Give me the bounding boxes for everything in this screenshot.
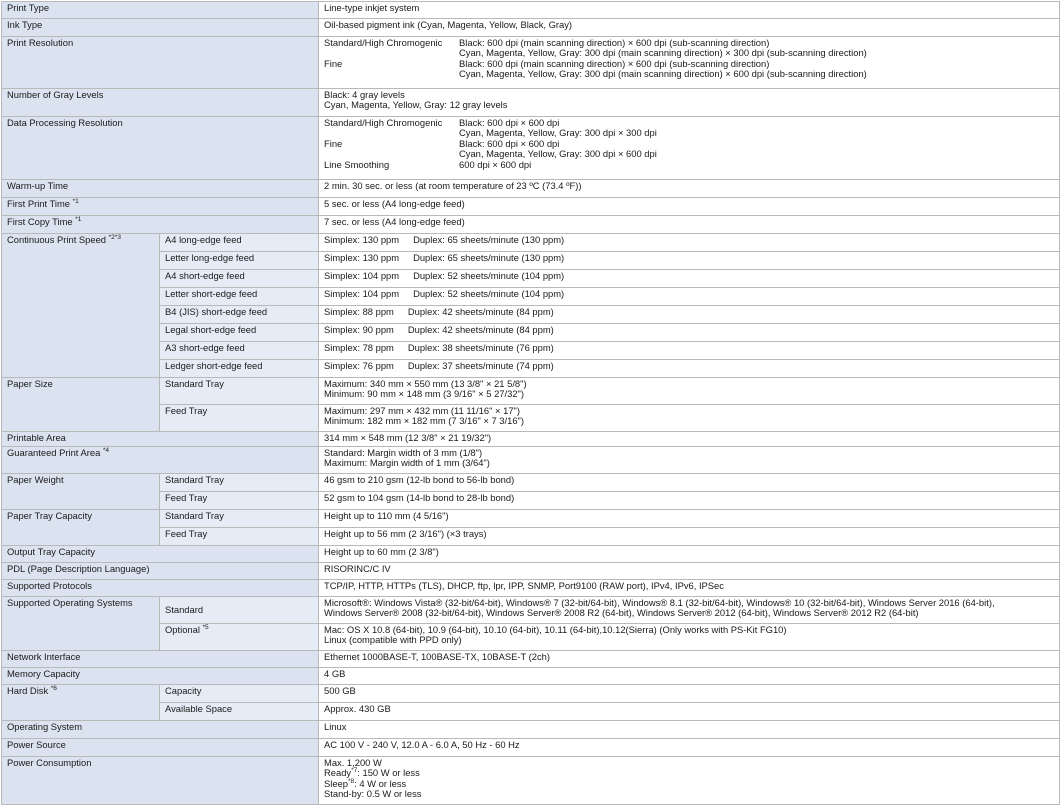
- footnote-mark: *8: [348, 777, 355, 785]
- spec-label: [2, 685, 160, 721]
- spec-value: [319, 757, 1060, 805]
- spec-value: Approx. 430 GB: [319, 703, 1060, 721]
- tray-label: Standard Tray: [160, 474, 319, 492]
- value-line: Mac: OS X 10.8 (64-bit), 10.9 (64-bit), 10.10 (64-bit), 10.11 (64-bit),10.12(Sierra) (Only works with PS-Kit FG10): [324, 624, 787, 635]
- spec-value: TCP/IP, HTTP, HTTPs (TLS), DHCP, ftp, lpr, IPP, SNMP, Port9100 (RAW port), IPv4, IPv6, IPSec: [319, 580, 1060, 597]
- speed-value: [319, 234, 1060, 252]
- spec-value: 5 sec. or less (A4 long-edge feed): [319, 198, 1060, 216]
- os-standard-label: Standard: [160, 597, 319, 624]
- duplex-text: Duplex: 42 sheets/minute (84 ppm): [407, 306, 554, 317]
- feed-label: A4 short-edge feed: [160, 270, 319, 288]
- tray-label: Feed Tray: [160, 528, 319, 546]
- footnote-mark: *1: [72, 197, 79, 205]
- resolution-text: 600 dpi × 600 dpi: [459, 158, 532, 170]
- simplex-text: Simplex: 90 ppm: [324, 324, 394, 335]
- mode-label: Standard/High Chromogenic: [324, 37, 443, 48]
- spec-row-speed: [2, 342, 1060, 360]
- feed-label: Legal short-edge feed: [160, 324, 319, 342]
- spec-label: Printable Area: [2, 432, 319, 447]
- spec-row-memory: [2, 668, 1060, 685]
- simplex-text: Simplex: 104 ppm: [324, 270, 400, 281]
- spec-row-ink-type: [2, 19, 1060, 37]
- spec-value: 7 sec. or less (A4 long-edge feed): [319, 216, 1060, 234]
- spec-row-os-support: [2, 624, 1060, 651]
- spec-value: 4 GB: [319, 668, 1060, 685]
- spec-label: Operating System: [2, 721, 319, 739]
- spec-label: [2, 198, 319, 216]
- speed-value: [319, 342, 1060, 360]
- spec-row-first-copy: [2, 216, 1060, 234]
- spec-row-tray-capacity: [2, 528, 1060, 546]
- spec-row-pdl: [2, 563, 1060, 580]
- mode-label: [324, 48, 459, 58]
- spec-label: Supported Protocols: [2, 580, 319, 597]
- spec-label: Power Source: [2, 739, 319, 757]
- mode-label: Fine: [324, 137, 343, 149]
- spec-value: Height up to 60 mm (2 3/8"): [319, 546, 1060, 563]
- spec-value: 52 gsm to 104 gsm (14-lb bond to 28-lb bond): [319, 492, 1060, 510]
- spec-value: [319, 37, 1060, 89]
- spec-row-network: [2, 651, 1060, 668]
- spec-label: Output Tray Capacity: [2, 546, 319, 563]
- spec-label: Number of Gray Levels: [2, 89, 319, 117]
- speed-value: [319, 288, 1060, 306]
- speed-value: [319, 324, 1060, 342]
- spec-row-first-print: [2, 198, 1060, 216]
- spec-row-paper-size: [2, 405, 1060, 432]
- spec-row-speed: [2, 270, 1060, 288]
- value-line: Linux (compatible with PPD only): [324, 634, 462, 646]
- value-line: Standard: Margin width of 3 mm (1/8"): [324, 447, 483, 458]
- spec-value: AC 100 V - 240 V, 12.0 A - 6.0 A, 50 Hz - 60 Hz: [319, 739, 1060, 757]
- spec-label: Supported Operating Systems: [2, 597, 160, 651]
- spec-label: Memory Capacity: [2, 668, 319, 685]
- tray-label: Feed Tray: [160, 405, 319, 432]
- resolution-text: Cyan, Magenta, Yellow, Gray: 300 dpi (main scanning direction) × 300 dpi (sub-scanning direction): [459, 47, 867, 59]
- footnote-mark: *4: [102, 446, 110, 454]
- spec-label: [2, 216, 319, 234]
- mode-label: Line Smoothing: [324, 158, 390, 170]
- spec-value: Height up to 110 mm (4 5/16"): [319, 510, 1060, 528]
- resolution-text: Black: 600 dpi (main scanning direction) × 600 dpi (sub-scanning direction): [459, 37, 770, 48]
- value-line: [324, 768, 1054, 778]
- mode-label: [324, 69, 459, 79]
- spec-row-speed: [2, 324, 1060, 342]
- spec-row-protocols: [2, 580, 1060, 597]
- spec-row-warmup: [2, 180, 1060, 198]
- spec-label: [2, 447, 319, 474]
- spec-value: [319, 117, 1060, 180]
- resolution-text: Cyan, Magenta, Yellow, Gray: 300 dpi × 600 dpi: [459, 148, 657, 160]
- mode-label: Fine: [324, 57, 343, 69]
- os-optional-label: [160, 624, 319, 651]
- label-text: First Print Time: [7, 198, 71, 209]
- value-line: Maximum: 340 mm × 550 mm (13 3/8" × 21 5/8"): [324, 378, 527, 389]
- feed-label: A3 short-edge feed: [160, 342, 319, 360]
- spec-row-hard-disk: [2, 685, 1060, 703]
- resolution-text: Cyan, Magenta, Yellow, Gray: 300 dpi × 300 dpi: [459, 127, 657, 139]
- speed-value: [319, 270, 1060, 288]
- spec-value: Line-type inkjet system: [319, 2, 1060, 19]
- spec-value: 314 mm × 548 mm (12 3/8" × 21 19/32"): [319, 432, 1060, 447]
- feed-label: Ledger short-edge feed: [160, 360, 319, 378]
- spec-label: Paper Size: [2, 378, 160, 432]
- spec-value: 2 min. 30 sec. or less (at room temperature of 23 ºC (73.4 ºF)): [319, 180, 1060, 198]
- spec-row-speed: [2, 360, 1060, 378]
- disk-label: Capacity: [160, 685, 319, 703]
- duplex-text: Duplex: 37 sheets/minute (74 ppm): [407, 360, 554, 371]
- simplex-text: Simplex: 76 ppm: [324, 360, 394, 371]
- sleep-value: : 4 W or less: [354, 777, 407, 789]
- feed-label: A4 long-edge feed: [160, 234, 319, 252]
- duplex-text: Duplex: 38 sheets/minute (76 ppm): [407, 342, 554, 353]
- resolution-text: Cyan, Magenta, Yellow, Gray: 300 dpi (main scanning direction) × 600 dpi (sub-scanning direction): [459, 68, 867, 80]
- label-text: Optional: [165, 624, 200, 635]
- label-text: Hard Disk: [7, 685, 49, 696]
- spec-row-hard-disk: [2, 703, 1060, 721]
- simplex-text: Simplex: 78 ppm: [324, 342, 394, 353]
- value-line: Windows Server® 2008 (32-bit/64-bit), Windows Server® 2008 R2 (64-bit), Windows Server® 2012 (64-bit), Windows Server® 2012 R2 (64-bit): [324, 607, 919, 619]
- label-text: First Copy Time: [7, 216, 73, 227]
- speed-value: [319, 306, 1060, 324]
- spec-value: [319, 405, 1060, 432]
- value-line: Stand-by: 0.5 W or less: [324, 788, 422, 800]
- duplex-text: Duplex: 52 sheets/minute (104 ppm): [413, 270, 565, 281]
- simplex-text: Simplex: 130 ppm: [324, 252, 400, 263]
- footnote-mark: *1: [75, 215, 82, 223]
- feed-label: Letter long-edge feed: [160, 252, 319, 270]
- spec-row-speed: [2, 306, 1060, 324]
- simplex-text: Simplex: 104 ppm: [324, 288, 400, 299]
- simplex-text: Simplex: 88 ppm: [324, 306, 394, 317]
- spec-row-paper-weight: [2, 492, 1060, 510]
- disk-label: Available Space: [160, 703, 319, 721]
- value-line: Minimum: 182 mm × 182 mm (7 3/16" × 7 3/16"): [324, 415, 524, 427]
- spec-label: Paper Tray Capacity: [2, 510, 160, 546]
- spec-row-paper-size: [2, 378, 1060, 405]
- resolution-grid: [324, 118, 1054, 170]
- duplex-text: Duplex: 42 sheets/minute (84 ppm): [407, 324, 554, 335]
- value-line: Maximum: Margin width of 1 mm (3/64"): [324, 457, 490, 469]
- value-line: Max. 1,200 W: [324, 757, 382, 768]
- spec-label: Warm-up Time: [2, 180, 319, 198]
- label-text: Guaranteed Print Area: [7, 447, 101, 458]
- footnote-mark: *5: [202, 623, 209, 631]
- resolution-grid: [324, 38, 1054, 80]
- spec-row-output-tray: [2, 546, 1060, 563]
- spec-row-speed: [2, 234, 1060, 252]
- spec-label: Print Resolution: [2, 37, 319, 89]
- spec-value: 500 GB: [319, 685, 1060, 703]
- spec-label: Network Interface: [2, 651, 319, 668]
- speed-value: [319, 252, 1060, 270]
- resolution-text: Black: 600 dpi × 600 dpi: [459, 137, 560, 149]
- spec-row-guaranteed-area: [2, 447, 1060, 474]
- mode-label: [324, 128, 459, 138]
- feed-label: Letter short-edge feed: [160, 288, 319, 306]
- footnote-mark: *6: [50, 684, 57, 692]
- spec-label: [2, 234, 160, 378]
- mode-label: Standard/High Chromogenic: [324, 117, 443, 128]
- spec-row-tray-capacity: [2, 510, 1060, 528]
- value-line: Microsoft®: Windows Vista® (32-bit/64-bit), Windows® 7 (32-bit/64-bit), Windows® 8.1 (32-bit/64-bit), Windows® 10 (32-bit/64-bit), Windows Server 2016 (64-bit),: [324, 597, 995, 608]
- sleep-label: Sleep: [324, 777, 348, 789]
- spec-label: Paper Weight: [2, 474, 160, 510]
- spec-value: [319, 624, 1060, 651]
- spec-label: Power Consumption: [2, 757, 319, 805]
- spec-value: [319, 447, 1060, 474]
- spec-row-os: [2, 721, 1060, 739]
- spec-row-printable-area: [2, 432, 1060, 447]
- tray-label: Feed Tray: [160, 492, 319, 510]
- value-line: Cyan, Magenta, Yellow, Gray: 12 gray levels: [324, 99, 508, 111]
- spec-row-power-source: [2, 739, 1060, 757]
- spec-row-print-resolution: [2, 37, 1060, 89]
- spec-label: PDL (Page Description Language): [2, 563, 319, 580]
- spec-row-print-type: [2, 2, 1060, 19]
- spec-value: Oil-based pigment ink (Cyan, Magenta, Yellow, Black, Gray): [319, 19, 1060, 37]
- spec-row-os-support: [2, 597, 1060, 624]
- spec-label: Data Processing Resolution: [2, 117, 319, 180]
- spec-value: RISORINC/C IV: [319, 563, 1060, 580]
- value-line: Maximum: 297 mm × 432 mm (11 11/16" × 17"): [324, 405, 520, 416]
- resolution-text: Black: 600 dpi × 600 dpi: [459, 117, 560, 128]
- spec-row-power-consumption: [2, 757, 1060, 805]
- footnote-mark: *2*3: [108, 233, 121, 241]
- value-line: [324, 779, 1054, 789]
- ready-label: Ready: [324, 767, 352, 779]
- spec-row-gray-levels: [2, 89, 1060, 117]
- tray-label: Standard Tray: [160, 510, 319, 528]
- value-line: Black: 4 gray levels: [324, 89, 405, 100]
- spec-value: [319, 378, 1060, 405]
- spec-value: Height up to 56 mm (2 3/16") (×3 trays): [319, 528, 1060, 546]
- resolution-text: Black: 600 dpi (main scanning direction) × 600 dpi (sub-scanning direction): [459, 57, 770, 69]
- spec-value: Linux: [319, 721, 1060, 739]
- label-text: Continuous Print Speed: [7, 234, 107, 245]
- duplex-text: Duplex: 65 sheets/minute (130 ppm): [413, 252, 565, 263]
- duplex-text: Duplex: 52 sheets/minute (104 ppm): [413, 288, 565, 299]
- spec-value: [319, 597, 1060, 624]
- value-line: Minimum: 90 mm × 148 mm (3 9/16" × 5 27/32"): [324, 388, 524, 400]
- ready-value: : 150 W or less: [357, 767, 420, 779]
- spec-label: Print Type: [2, 2, 319, 19]
- footnote-mark: *7: [351, 767, 358, 775]
- spec-row-data-resolution: [2, 117, 1060, 180]
- simplex-text: Simplex: 130 ppm: [324, 234, 400, 245]
- spec-row-paper-weight: [2, 474, 1060, 492]
- specifications-table: [1, 1, 1060, 805]
- speed-value: [319, 360, 1060, 378]
- spec-row-speed: [2, 288, 1060, 306]
- spec-row-speed: [2, 252, 1060, 270]
- duplex-text: Duplex: 65 sheets/minute (130 ppm): [413, 234, 565, 245]
- spec-value: 46 gsm to 210 gsm (12-lb bond to 56-lb bond): [319, 474, 1060, 492]
- spec-value: [319, 89, 1060, 117]
- spec-label: Ink Type: [2, 19, 319, 37]
- tray-label: Standard Tray: [160, 378, 319, 405]
- feed-label: B4 (JIS) short-edge feed: [160, 306, 319, 324]
- spec-value: Ethernet 1000BASE-T, 100BASE-TX, 10BASE-T (2ch): [319, 651, 1060, 668]
